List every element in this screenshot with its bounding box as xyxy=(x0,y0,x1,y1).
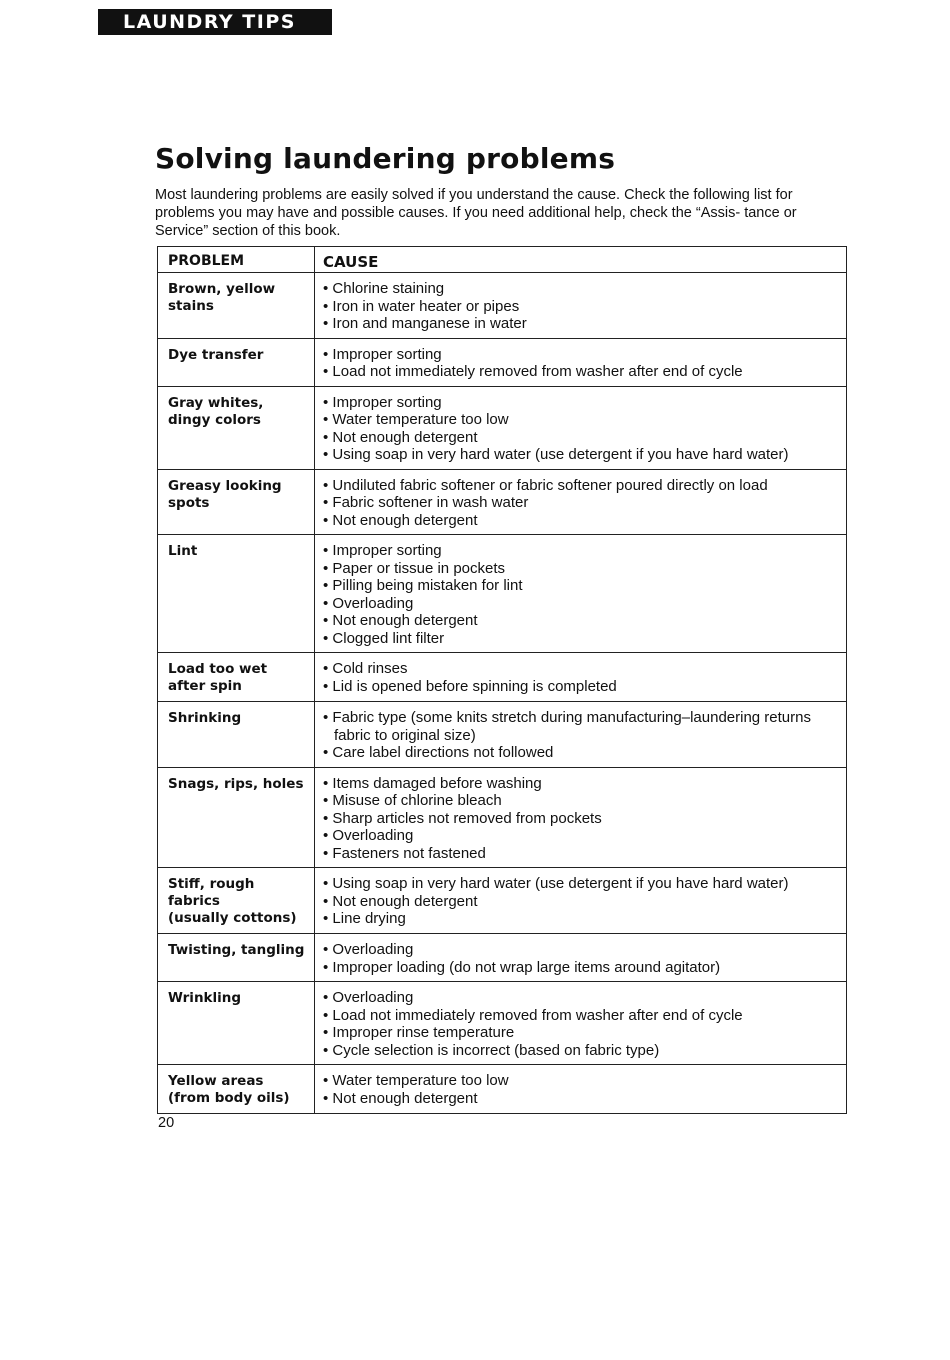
cause-cell xyxy=(315,868,847,934)
bullet-icon: • xyxy=(323,1072,333,1089)
problem-cell xyxy=(158,273,315,339)
problem-cell xyxy=(158,338,315,386)
bullet-icon: • xyxy=(323,612,333,629)
table-row xyxy=(158,767,847,868)
problem-cell xyxy=(158,535,315,653)
bullet-icon: • xyxy=(323,297,333,315)
cause-text: Improper rinse temperature xyxy=(332,1024,515,1041)
bullet-icon: • xyxy=(323,577,333,594)
bullet-icon: • xyxy=(323,476,333,494)
problem-label: Wrinkling xyxy=(168,990,242,1006)
bullet-icon: • xyxy=(323,892,333,910)
problem-label: (usually cottons) xyxy=(168,910,297,926)
cause-cell xyxy=(315,338,847,386)
problem-label: Snags, rips, holes xyxy=(168,775,304,792)
bullet-icon: • xyxy=(323,1089,333,1107)
cause-list-item xyxy=(323,810,842,828)
problem-label: Stiff, rough fabrics xyxy=(168,876,255,909)
cause-list-item xyxy=(323,660,842,678)
bullet-icon: • xyxy=(323,629,333,647)
cause-text: Improper loading (do not wrap large items around agitator) xyxy=(332,958,721,976)
cause-text: Improper sorting xyxy=(332,393,442,411)
cause-text: Not enough detergent xyxy=(332,612,478,629)
cause-list-item xyxy=(323,709,842,744)
cause-text: Clogged lint filter xyxy=(332,629,445,647)
cause-text: Line drying xyxy=(332,910,406,927)
cause-cell xyxy=(315,386,847,469)
bullet-icon: • xyxy=(323,1041,333,1059)
table-row xyxy=(158,469,847,535)
cause-text: Water temperature too low xyxy=(332,411,509,428)
cause-list-item xyxy=(323,1090,842,1108)
bullet-icon: • xyxy=(323,280,333,297)
table-row xyxy=(158,653,847,702)
cause-list-item xyxy=(323,1024,842,1042)
cause-text: Using soap in very hard water (use detergent if you have hard water) xyxy=(332,875,789,892)
cause-list-item xyxy=(323,989,842,1007)
table-row xyxy=(158,934,847,982)
cause-text: Overloading xyxy=(332,989,414,1006)
cause-list-item xyxy=(323,1042,842,1060)
bullet-icon: • xyxy=(323,315,333,332)
cause-cell xyxy=(315,702,847,768)
cause-text: Iron in water heater or pipes xyxy=(332,297,520,315)
bullet-icon: • xyxy=(323,774,333,792)
bullet-icon: • xyxy=(323,594,333,612)
page-title: Solving laundering problems xyxy=(155,142,616,175)
cause-cell xyxy=(315,767,847,868)
table-row xyxy=(158,1065,847,1114)
cause-text: Overloading xyxy=(332,827,414,844)
table-row xyxy=(158,386,847,469)
cause-list-item xyxy=(323,477,842,495)
cause-text: Fasteners not fastened xyxy=(332,844,486,862)
bullet-icon: • xyxy=(323,809,333,827)
bullet-icon: • xyxy=(323,958,333,976)
cause-text: Not enough detergent xyxy=(332,511,478,529)
cause-list-item xyxy=(323,542,842,560)
cause-list-item xyxy=(323,1072,842,1090)
problem-label: Brown, yellow xyxy=(168,281,276,297)
problem-label: dingy colors xyxy=(168,411,261,428)
cause-text: Misuse of chlorine bleach xyxy=(332,792,502,809)
cause-list-item xyxy=(323,792,842,810)
cause-column-header: CAUSE xyxy=(315,247,847,273)
problem-cell xyxy=(158,386,315,469)
cause-list-item xyxy=(323,363,842,381)
table-row xyxy=(158,868,847,934)
cause-list-item xyxy=(323,941,842,959)
section-tab: LAUNDRY TIPS xyxy=(98,9,332,35)
cause-list-item xyxy=(323,346,842,364)
cause-list-item xyxy=(323,411,842,429)
cause-list-item xyxy=(323,845,842,863)
cause-list-item xyxy=(323,494,842,512)
problem-cell xyxy=(158,868,315,934)
cause-list-item xyxy=(323,298,842,316)
cause-list-item xyxy=(323,394,842,412)
bullet-icon: • xyxy=(323,844,333,862)
cause-list-item xyxy=(323,910,842,928)
problem-cell xyxy=(158,934,315,982)
cause-text: Improper sorting xyxy=(332,542,442,559)
bullet-icon: • xyxy=(323,989,333,1006)
cause-text: Overloading xyxy=(332,594,414,612)
cause-text: Not enough detergent xyxy=(332,892,478,910)
bullet-icon: • xyxy=(323,542,333,559)
table-row xyxy=(158,982,847,1065)
cause-list-item xyxy=(323,595,842,613)
problem-label: Yellow areas xyxy=(168,1073,264,1089)
cause-text: Paper or tissue in pockets xyxy=(332,559,506,577)
problem-label: stains xyxy=(168,298,214,314)
problem-cell xyxy=(158,469,315,535)
bullet-icon: • xyxy=(323,345,333,363)
cause-cell xyxy=(315,653,847,702)
problem-label: Greasy looking xyxy=(168,477,282,494)
bullet-icon: • xyxy=(323,494,333,511)
table-row xyxy=(158,273,847,339)
cause-cell xyxy=(315,535,847,653)
problem-label: Gray whites, xyxy=(168,394,264,411)
cause-cell xyxy=(315,934,847,982)
problem-cell xyxy=(158,702,315,768)
problem-cell xyxy=(158,767,315,868)
cause-text: Load not immediately removed from washer after end of cycle xyxy=(332,1006,743,1024)
bullet-icon: • xyxy=(323,1024,333,1041)
cause-text: Improper sorting xyxy=(332,345,442,363)
bullet-icon: • xyxy=(323,446,333,463)
bullet-icon: • xyxy=(323,910,333,927)
cause-list-item xyxy=(323,630,842,648)
bullet-icon: • xyxy=(323,709,333,726)
cause-text: Lid is opened before spinning is completed xyxy=(332,677,617,695)
cause-text: Pilling being mistaken for lint xyxy=(332,577,523,594)
page-number: 20 xyxy=(158,1115,175,1131)
table-header-row xyxy=(158,247,847,273)
cause-list-item xyxy=(323,280,842,298)
bullet-icon: • xyxy=(323,428,333,446)
problem-cause-table xyxy=(157,246,847,1114)
cause-text: Load not immediately removed from washer after end of cycle xyxy=(332,363,743,380)
cause-text: Using soap in very hard water (use detergent if you have hard water) xyxy=(332,446,789,463)
bullet-icon: • xyxy=(323,677,333,695)
cause-text: Overloading xyxy=(332,941,414,958)
cause-text: Items damaged before washing xyxy=(332,774,542,792)
bullet-icon: • xyxy=(323,792,333,809)
problem-cell xyxy=(158,653,315,702)
bullet-icon: • xyxy=(323,411,333,428)
problem-cell xyxy=(158,1065,315,1114)
cause-text: Fabric softener in wash water xyxy=(332,494,529,511)
cause-list-item xyxy=(323,612,842,630)
cause-text: Iron and manganese in water xyxy=(332,315,527,332)
bullet-icon: • xyxy=(323,744,333,761)
cause-text: Sharp articles not removed from pockets xyxy=(332,809,602,827)
cause-text: Water temperature too low xyxy=(332,1072,509,1089)
cause-list-item xyxy=(323,560,842,578)
bullet-icon: • xyxy=(323,660,333,677)
problem-label: after spin xyxy=(168,678,242,694)
cause-list-item xyxy=(323,678,842,696)
cause-list-item xyxy=(323,775,842,793)
cause-list-item xyxy=(323,893,842,911)
cause-text: Care label directions not followed xyxy=(332,744,554,761)
cause-list-item xyxy=(323,577,842,595)
cause-list-item xyxy=(323,446,842,464)
cause-text: Not enough detergent xyxy=(332,1089,478,1107)
cause-list-item xyxy=(323,959,842,977)
cause-text: Chlorine staining xyxy=(332,280,445,297)
cause-list-item xyxy=(323,744,842,762)
bullet-icon: • xyxy=(323,941,333,958)
problem-label: (from body oils) xyxy=(168,1090,290,1106)
bullet-icon: • xyxy=(323,511,333,529)
cause-cell xyxy=(315,469,847,535)
problem-label: Lint xyxy=(168,543,198,559)
cause-list-item xyxy=(323,1007,842,1025)
cause-list-item xyxy=(323,512,842,530)
problem-cell xyxy=(158,982,315,1065)
cause-text: Cold rinses xyxy=(332,660,408,677)
table-row xyxy=(158,702,847,768)
cause-cell xyxy=(315,1065,847,1114)
bullet-icon: • xyxy=(323,827,333,844)
cause-cell xyxy=(315,273,847,339)
cause-text: Undiluted fabric softener or fabric softener poured directly on load xyxy=(332,476,768,494)
bullet-icon: • xyxy=(323,559,333,577)
cause-text: Not enough detergent xyxy=(332,428,478,446)
bullet-icon: • xyxy=(323,875,333,892)
table-row xyxy=(158,535,847,653)
table-row xyxy=(158,338,847,386)
cause-list-item xyxy=(323,827,842,845)
problem-label: Twisting, tangling xyxy=(168,942,305,958)
cause-list-item xyxy=(323,315,842,333)
problem-label: spots xyxy=(168,494,210,511)
cause-text: Fabric type (some knits stretch during manufacturing–laundering returns fabric to original size) xyxy=(332,709,811,744)
intro-paragraph: Most laundering problems are easily solved if you understand the cause. Check the following list for problems you may have and possible causes. If you need additional help, check the “Assis- tance or Service” section of this book. xyxy=(155,187,797,239)
problem-label: Dye transfer xyxy=(168,346,264,363)
bullet-icon: • xyxy=(323,363,333,380)
bullet-icon: • xyxy=(323,1006,333,1024)
table-body xyxy=(158,273,847,1114)
cause-list-item xyxy=(323,429,842,447)
problem-column-header: PROBLEM xyxy=(158,247,315,273)
bullet-icon: • xyxy=(323,393,333,411)
cause-list-item xyxy=(323,875,842,893)
cause-cell xyxy=(315,982,847,1065)
problem-label: Load too wet xyxy=(168,661,268,677)
problem-label: Shrinking xyxy=(168,710,242,726)
cause-text: Cycle selection is incorrect (based on fabric type) xyxy=(332,1041,660,1059)
